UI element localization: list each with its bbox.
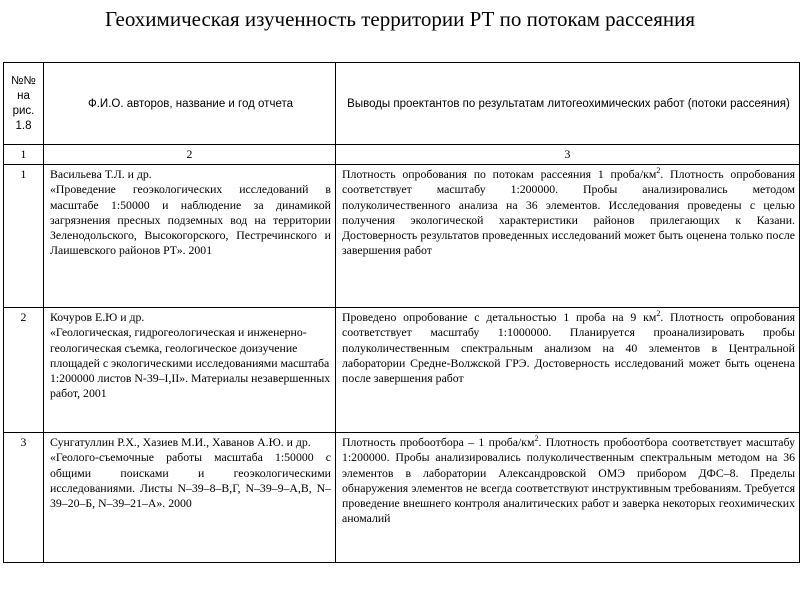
column-number: 3 — [336, 145, 800, 165]
conclusion-cell — [336, 308, 800, 433]
conclusion-text: . Плотность опробования соответствует масштабу 1:1000000. Планируется проанализировать пробы полуколичественным спектральным анализом на 40 элементов в Центральной лаборатории Средне-Волжской ГРЭ. Достоверность исследований может быть оценена после завершения работ — [342, 310, 795, 386]
report-title: «Геолого-съемочные работы масштаба 1:50000 с общими поисками и геоэкологическими исследованиями. Листы N–39–8–В,Г, N–39–9–А,В, N–39–20–Б, N–39–21–А». 2000 — [50, 450, 331, 511]
table-header-row — [4, 63, 800, 145]
conclusion-text: Проведено опробование с детальностью 1 проба на 9 км — [342, 310, 657, 324]
header-figure-number: №№ на рис. 1.8 — [4, 63, 44, 145]
table-row — [4, 308, 800, 433]
report-title: «Геологическая, гидрогеологическая и инженерно-геологическая съемка, геологическое доизучение площадей с экологическими исследованиями масштаба 1:200000 листов N-39–I,II». Материалы незавершенных работ, 2001 — [50, 325, 331, 401]
report-authors: Васильева Т.Л. и др. — [50, 167, 152, 181]
page-title: Геохимическая изученность территории РТ по потокам рассеяния — [104, 7, 696, 31]
report-title: «Проведение геоэкологических исследований в масштабе 1:50000 и наблюдение за динамикой загрязнения пресных подземных вод на территории Зеленодольского, Высокогорского, Пестречинского и Лаишевского районов РТ». 2001 — [50, 182, 331, 258]
report-cell — [44, 165, 336, 308]
conclusion-cell — [336, 433, 800, 563]
row-number: 2 — [4, 308, 44, 433]
superscript: 2 — [534, 434, 539, 443]
table-row — [4, 433, 800, 563]
superscript: 2 — [656, 166, 661, 175]
table-row — [4, 165, 800, 308]
conclusion-text: . Плотность пробоотбора соответствует масштабу 1:200000. Пробы анализировались полуколичественным спектральным методом на 36 элементов в лаборатории Александровской ОМЭ прибором ДФС–8. Пределы обнаружения элементов не всегда соответствуют инструктивным требованиям. Требуется проведение внешнего контроля аналитических работ и заверка некоторых геохимических аномалий — [342, 435, 795, 526]
report-cell — [44, 433, 336, 563]
row-number: 3 — [4, 433, 44, 563]
superscript: 2 — [656, 309, 661, 318]
column-number: 1 — [4, 145, 44, 165]
conclusion-text: . Плотность опробования соответствует масштабу 1:200000. Пробы анализировались методом полуколичественного анализа на 36 элементов. Исследования проведены с целью получения экологической характеристики районов прилегающих к Казани. Достоверность результатов проведенных исследований может быть оценена только после завершения работ — [342, 167, 795, 258]
conclusion-text: Плотность пробоотбора – 1 проба/км — [342, 435, 535, 449]
header-conclusions: Выводы проектантов по результатам литогеохимических работ (потоки рассеяния) — [336, 63, 800, 145]
header-authors-report: Ф.И.О. авторов, название и год отчета — [44, 63, 336, 145]
conclusion-cell — [336, 165, 800, 308]
conclusion-text: Плотность опробования по потокам рассеяния 1 проба/км — [342, 167, 657, 181]
row-number: 1 — [4, 165, 44, 308]
report-authors: Сунгатуллин Р.Х., Хазиев М.И., Хаванов А.Ю. и др. — [50, 435, 311, 449]
column-number-row — [4, 145, 800, 165]
geochemistry-table — [3, 62, 800, 563]
report-cell — [44, 308, 336, 433]
report-authors: Кочуров Е.Ю и др. — [50, 310, 145, 324]
column-number: 2 — [44, 145, 336, 165]
